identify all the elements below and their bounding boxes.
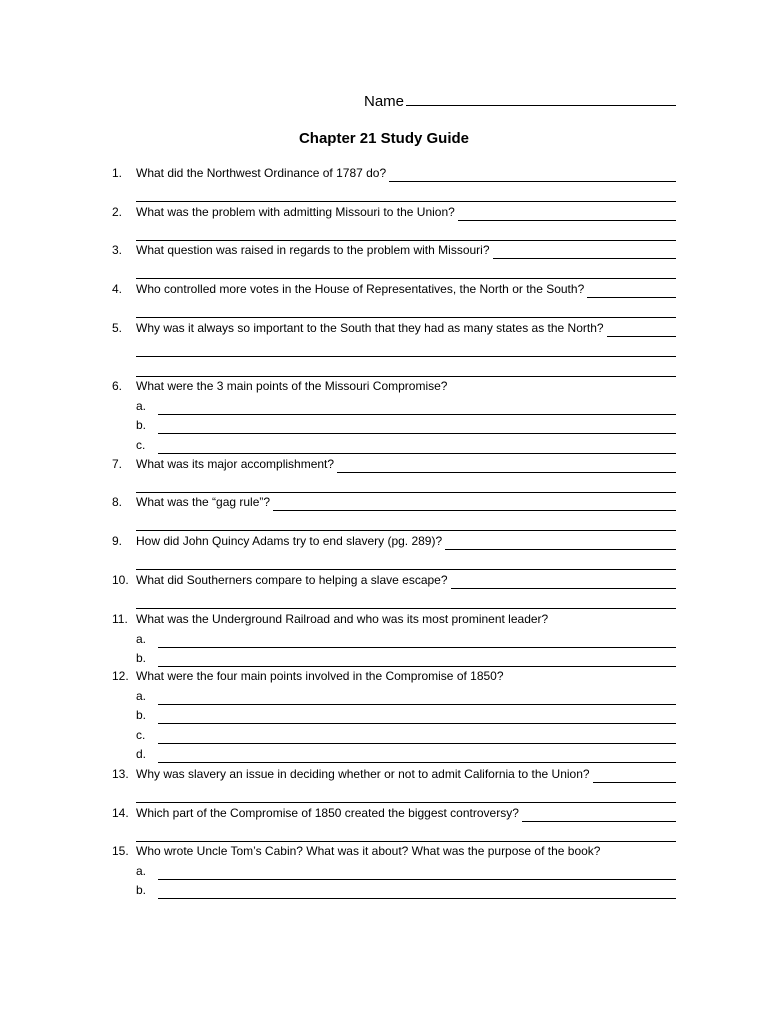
question-text: What was its major accomplishment? [136,457,335,471]
sub-answer-row [136,744,676,764]
name-blank[interactable] [406,91,676,106]
answer-blank[interactable] [158,867,676,880]
answer-blank[interactable] [458,208,676,221]
sub-answer-row [136,395,676,415]
question-15 [112,842,676,899]
sub-letter: b. [136,708,147,722]
question-12 [112,667,676,763]
question-text: What did Southerners compare to helping a slave escape? [136,573,448,587]
question-text: Who wrote Uncle Tom’s Cabin? What was it about? What was the purpose of the book? [136,844,601,858]
question-3 [112,241,676,279]
question-10 [112,571,676,609]
sub-letter: d. [136,747,147,761]
answer-blank[interactable] [607,324,676,337]
question-number: 9. [112,534,123,548]
question-number: 4. [112,282,123,296]
sub-answer-row [136,415,676,435]
question-text: What was the problem with admitting Missouri to the Union? [136,205,455,219]
sub-answer-row [136,685,676,705]
question-6 [112,377,676,454]
page-title [0,129,768,149]
question-number: 13. [112,767,129,781]
answer-line[interactable] [136,278,676,279]
question-number: 3. [112,243,123,257]
question-number: 10. [112,573,129,587]
sub-letter: b. [136,651,147,665]
answer-line[interactable] [136,608,676,609]
sub-answer-row [136,628,676,648]
question-number: 6. [112,379,123,393]
sub-letter: b. [136,418,147,432]
answer-blank[interactable] [522,809,676,822]
answer-line[interactable] [136,317,676,318]
question-text: Why was slavery an issue in deciding whether or not to admit California to the Union? [136,767,590,781]
question-text: What were the four main points involved in the Compromise of 1850? [136,669,504,683]
question-text: What question was raised in regards to the problem with Missouri? [136,243,490,257]
question-7 [112,455,676,493]
answer-blank[interactable] [158,750,676,763]
answer-blank[interactable] [389,169,676,182]
answer-blank[interactable] [587,285,676,298]
question-9 [112,532,676,570]
sub-letter: a. [136,631,147,646]
page-title-text: Chapter 21 Study Guide [298,130,470,147]
answer-line[interactable] [136,201,676,202]
sub-letter: a. [136,398,147,413]
name-field [364,91,676,112]
question-number: 5. [112,321,123,335]
answer-blank[interactable] [158,886,676,899]
answer-blank[interactable] [273,498,676,511]
sub-letter: b. [136,883,147,897]
sub-letter: c. [136,727,146,742]
question-number: 1. [112,166,123,180]
question-text: What was the “gag rule”? [136,495,271,509]
question-text: Why was it always so important to the South that they had as many states as the North? [136,321,604,335]
question-number: 8. [112,495,123,509]
question-text: What were the 3 main points of the Missouri Compromise? [136,379,448,393]
question-text: What did the Northwest Ordinance of 1787 do? [136,166,387,180]
question-number: 15. [112,844,129,858]
answer-blank[interactable] [158,692,676,705]
question-text: What was the Underground Railroad and who was its most prominent leader? [136,612,549,626]
answer-blank[interactable] [451,576,676,589]
answer-blank[interactable] [158,654,676,667]
question-5 [112,319,676,377]
sub-answer-row [136,880,676,900]
sub-letter: a. [136,863,147,878]
answer-blank[interactable] [445,537,676,550]
answer-blank[interactable] [158,711,676,724]
question-number: 14. [112,806,129,820]
sub-answer-row [136,648,676,668]
sub-letter: a. [136,688,147,703]
answer-blank[interactable] [158,421,676,434]
sub-answer-row [136,434,676,454]
answer-blank[interactable] [493,246,677,259]
answer-blank[interactable] [158,731,676,744]
question-4 [112,280,676,318]
answer-blank[interactable] [158,441,676,454]
question-text: How did John Quincy Adams try to end slavery (pg. 289)? [136,534,443,548]
sub-answer-row [136,860,676,880]
question-number: 7. [112,457,123,471]
question-8 [112,493,676,531]
answer-line[interactable] [136,569,676,570]
question-text: Which part of the Compromise of 1850 created the biggest controversy? [136,806,519,820]
question-number: 12. [112,669,129,683]
question-number: 11. [112,612,128,626]
answer-blank[interactable] [158,402,676,415]
question-text: Who controlled more votes in the House of Representatives, the North or the South? [136,282,585,296]
answer-line[interactable] [136,530,676,531]
question-2 [112,203,676,241]
answer-blank[interactable] [158,635,676,648]
answer-blank[interactable] [593,770,676,783]
sub-letter: c. [136,437,146,452]
question-13 [112,765,676,803]
answer-line[interactable] [136,802,676,803]
question-14 [112,804,676,842]
answer-blank[interactable] [337,460,676,473]
sub-answer-row [136,705,676,725]
question-number: 2. [112,205,123,219]
question-1 [112,164,676,202]
sub-answer-row [136,724,676,744]
question-11 [112,610,676,667]
answer-line[interactable] [136,356,676,357]
name-label: Name [364,93,405,110]
